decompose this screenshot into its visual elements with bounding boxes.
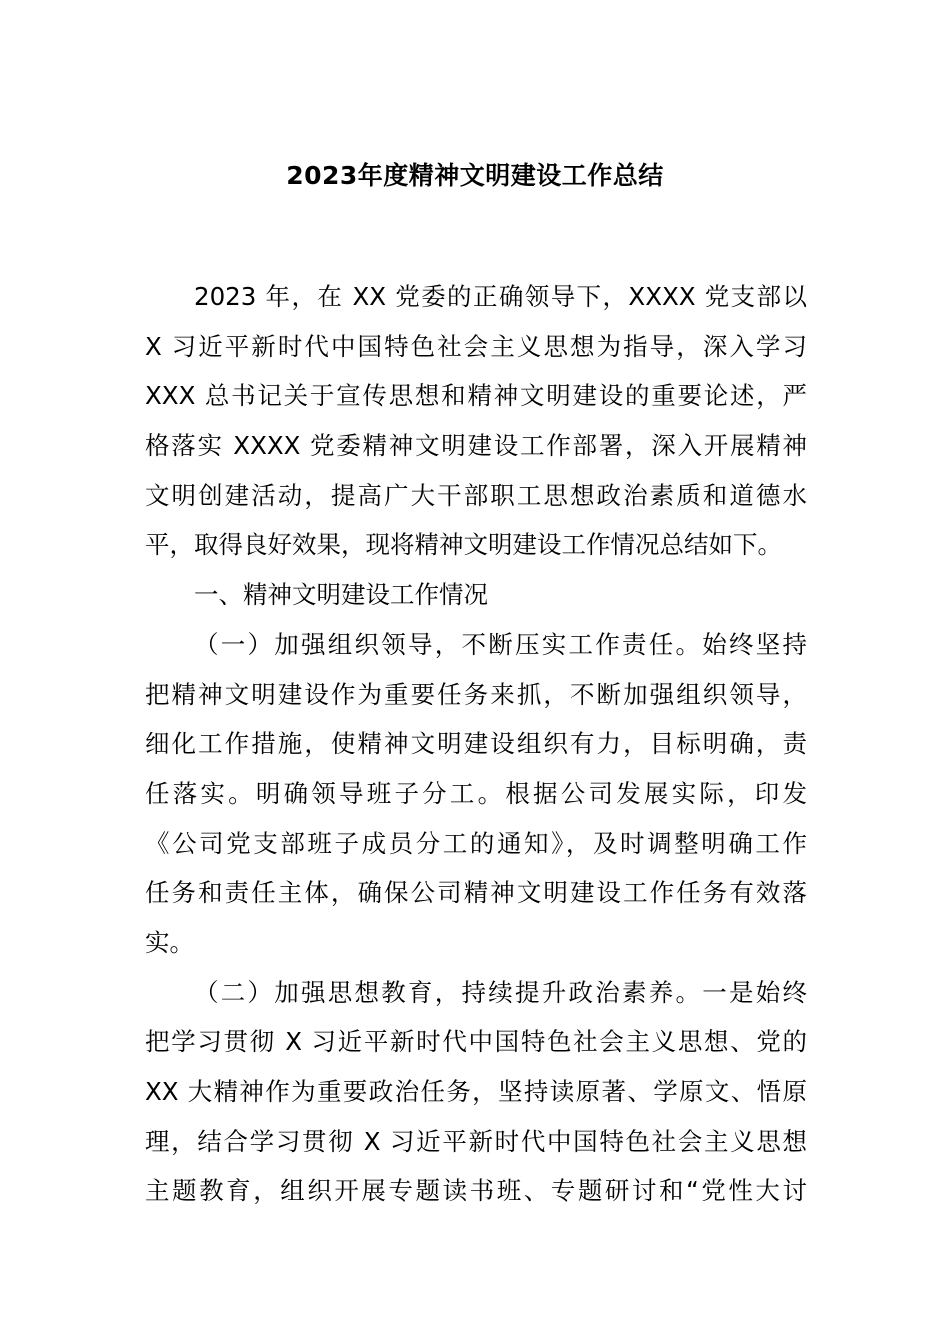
- document-body: [145, 272, 807, 1216]
- paragraph-line: X 习近平新时代中国特色社会主义思想为指导，深入学习: [145, 331, 807, 361]
- paragraph-line: （一）加强组织领导，不断压实工作责任。始终坚持: [194, 629, 807, 659]
- paragraph-line: 把精神文明建设作为重要任务来抓，不断加强组织领导，: [145, 679, 807, 709]
- paragraph-line: 任落实。明确领导班子分工。根据公司发展实际，印发: [145, 778, 807, 808]
- paragraph-line: 主题教育，组织开展专题读书班、专题研讨和“党性大讨: [145, 1176, 807, 1206]
- paragraph-education: [145, 968, 807, 1216]
- section-heading-1: [145, 570, 807, 620]
- paragraph-line: 实。: [145, 927, 194, 957]
- section-heading: 一、精神文明建设工作情况: [194, 580, 488, 610]
- paragraph-line: 细化工作措施，使精神文明建设组织有力，目标明确，责: [145, 729, 807, 759]
- paragraph-line: 《公司党支部班子成员分工的通知》，及时调整明确工作: [145, 828, 807, 858]
- paragraph-line: 格落实 XXXX 党委精神文明建设工作部署，深入开展精神: [145, 431, 807, 461]
- paragraph-line: 理，结合学习贯彻 X 习近平新时代中国特色社会主义思想: [145, 1126, 807, 1156]
- paragraph-line: XX 大精神作为重要政治任务，坚持读原著、学原文、悟原: [145, 1077, 807, 1106]
- paragraph-line: 任务和责任主体，确保公司精神文明建设工作任务有效落: [145, 878, 807, 908]
- paragraph-line: 2023 年，在 XX 党委的正确领导下，XXXX 党支部以: [194, 282, 807, 311]
- paragraph-organization: [145, 620, 807, 968]
- paragraph-intro: [145, 272, 807, 570]
- paragraph-line: XXX 总书记关于宣传思想和精神文明建设的重要论述，严: [145, 381, 807, 411]
- paragraph-line: 平，取得良好效果，现将精神文明建设工作情况总结如下。: [145, 530, 782, 560]
- paragraph-line: 把学习贯彻 X 习近平新时代中国特色社会主义思想、党的: [145, 1027, 807, 1057]
- document-title: 2023年度精神文明建设工作总结: [286, 161, 664, 190]
- paragraph-line: （二）加强思想教育，持续提升政治素养。一是始终: [194, 977, 807, 1007]
- paragraph-line: 文明创建活动，提高广大干部职工思想政治素质和道德水: [145, 480, 807, 510]
